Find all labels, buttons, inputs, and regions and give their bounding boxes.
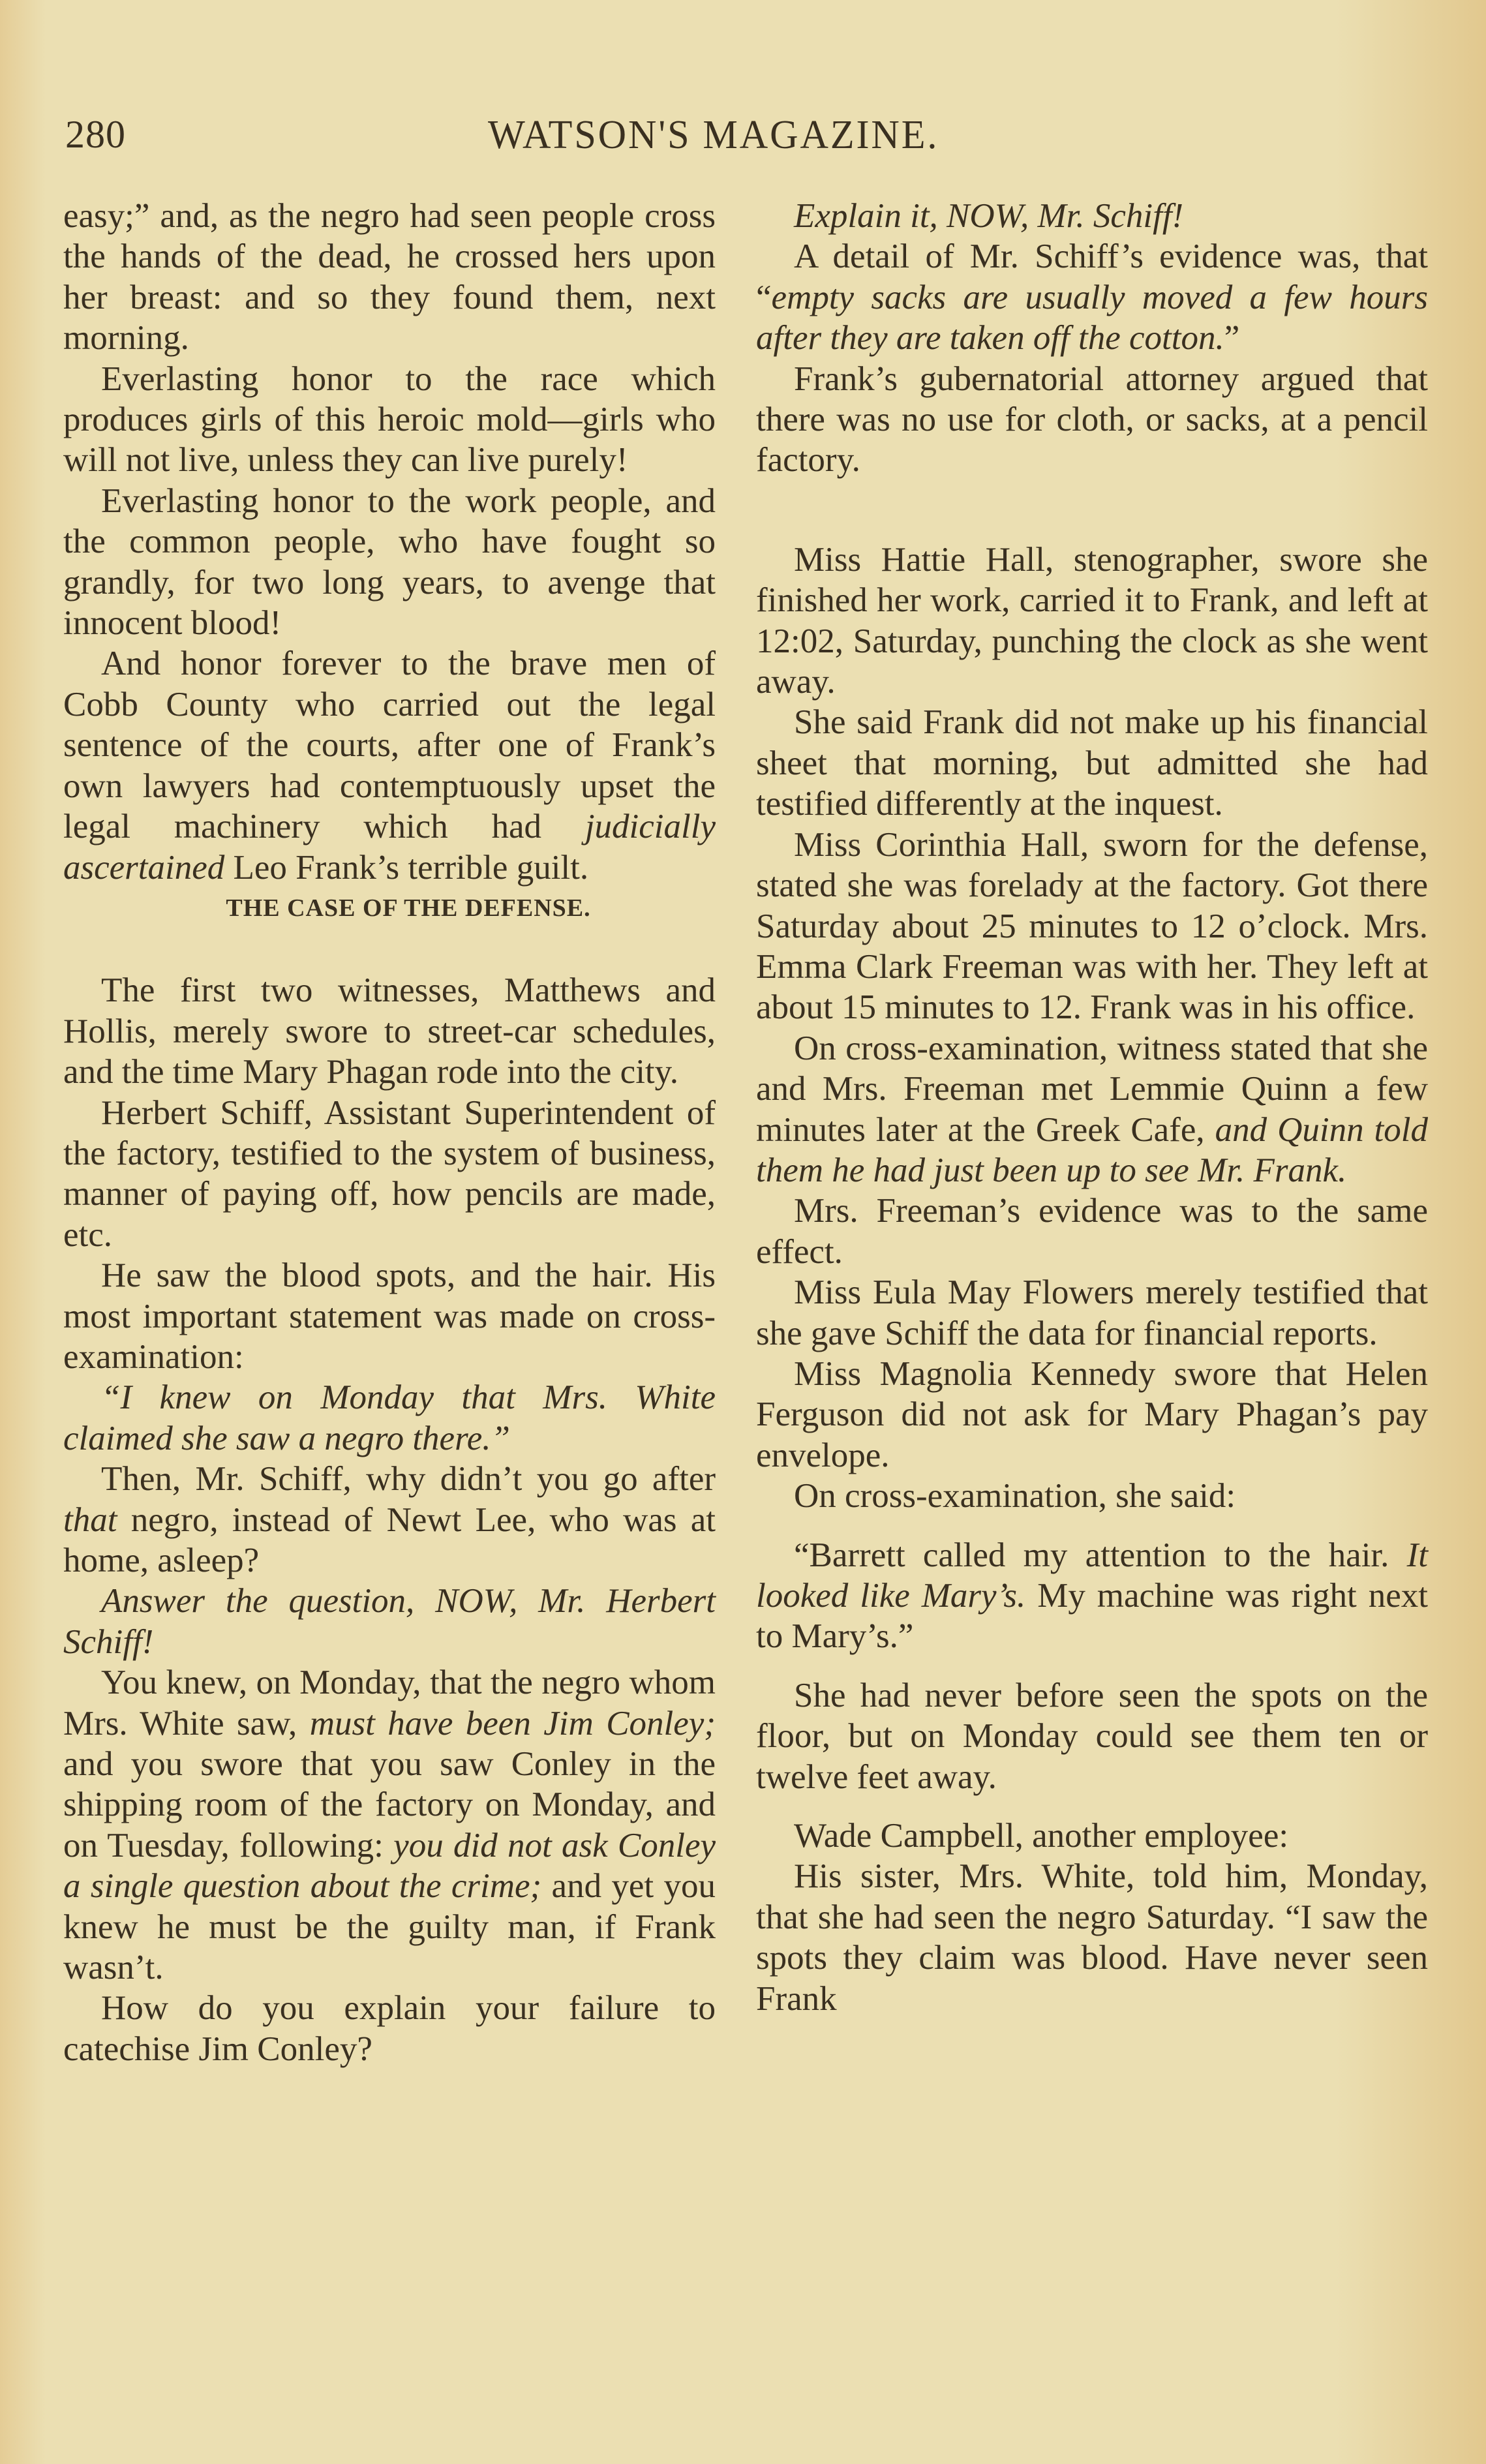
paragraph: Wade Campbell, another employee: (794, 1817, 1289, 1855)
emphasis: and Quinn told them he had just been up to see Mr. Frank. (756, 1110, 1428, 1189)
paragraph: Everlasting honor to the work people, and the common people, who have fought so grandly, for two long years, to avenge that innocent blood! (63, 481, 716, 643)
running-head: WATSON'S MAGAZINE. (488, 113, 939, 157)
emphasis: “I knew on Monday that Mrs. White claimed she saw a negro there.” (63, 1378, 716, 1457)
paragraph: easy;” and, as the negro had seen people cross the hands of the dead, he crossed hers upon her breast: and so they found them, next morning. (63, 197, 716, 357)
paragraph: On cross-examination, she said: (794, 1477, 1236, 1515)
paragraph: Frank’s gubernatorial attorney argued that there was no use for cloth, or sacks, at a pencil factory. (756, 359, 1428, 479)
emphasis: judicially ascertained (63, 808, 716, 887)
paragraph: How do you explain your failure to catechise Jim Conley? (63, 1989, 716, 2068)
paragraph: Miss Hattie Hall, stenographer, swore she finished her work, carried it to Frank, and left at 12:02, Saturday, punching the clock as she went away. (756, 540, 1428, 701)
emphasis: Answer the question, NOW, Mr. Herbert Schiff! (63, 1582, 716, 1661)
text-run: A detail of Mr. Schiff’s evidence was, that “ (756, 237, 1428, 316)
paragraph (63, 1581, 716, 1662)
text-run: negro, instead of Newt Lee, who was at home, asleep? (63, 1500, 716, 1579)
text-run: On cross-examination, witness stated that she and Mrs. Freeman met Lemmie Quinn a few minutes later at the Greek Cafe, (756, 1029, 1428, 1149)
emphasis: empty sacks are usually moved a few hours after they are taken off the cotton. (756, 278, 1428, 357)
paragraph (63, 643, 716, 887)
emphasis: must have been Jim Conley; (309, 1704, 716, 1742)
text-run: and yet you knew he must be the guilty man, if Frank wasn’t. (63, 1867, 716, 1987)
emphasis: you did not ask Conley a single question about the crime; (63, 1826, 716, 1906)
paragraph: Everlasting honor to the race which produces girls of this heroic mold—girls who will not live, unless they can live purely! (63, 359, 716, 479)
text-run: ” (1224, 319, 1240, 357)
paragraph: Herbert Schiff, Assistant Superintendent of the factory, testified to the system of business, manner of paying off, how pencils are made, etc. (63, 1093, 716, 1254)
paragraph: Mrs. Freeman’s evidence was to the same effect. (756, 1192, 1428, 1271)
emphasis: that (63, 1500, 117, 1539)
quotation (63, 1377, 716, 1459)
text-run: You knew, on Monday, that the negro whom Mrs. White saw, (63, 1664, 716, 1742)
paragraph: The first two witnesses, Matthews and Hollis, merely swore to street-car schedules, and the time Mary Phagan rode into the city. (63, 971, 716, 1091)
text-run: My machine was right next to Mary’s.” (756, 1577, 1429, 1656)
page-number: 280 (65, 113, 126, 156)
text-run: Leo Frank’s terrible guilt. (224, 848, 589, 887)
right-column (756, 196, 1428, 2019)
paragraph: Miss Corinthia Hall, sworn for the defense, stated she was forelady at the factory. Got there Saturday about 25 minutes to 12 o’clock. Mrs. Emma Clark Freeman was with her. They left at about 15 minutes to 12. Frank was in his office. (756, 825, 1428, 1027)
text-run: “Barrett called my attention to the hair. (794, 1536, 1407, 1574)
text-run: and you swore that you saw Conley in the shipping room of the factory on Monday, and on Tuesday, following: (63, 1745, 716, 1864)
paragraph: She had never before seen the spots on the floor, but on Monday could see them ten or twelve feet away. (756, 1676, 1428, 1796)
paragraph: His sister, Mrs. White, told him, Monday, that she had seen the negro Saturday. “I saw the spots they claim was blood. Have never seen Frank (756, 1857, 1428, 2018)
quotation (756, 1535, 1428, 1657)
emphasis: Explain it, NOW, Mr. Schiff! (794, 197, 1184, 235)
paragraph: Miss Eula May Flowers merely testified that she gave Schiff the data for financial reports. (756, 1273, 1428, 1352)
page-header (65, 112, 1382, 164)
emphasis: It looked like Mary’s. (756, 1536, 1428, 1615)
left-column (63, 196, 716, 2069)
text-run: And honor forever to the brave men of Cobb County who carried out the legal sentence of the courts, after one of Frank’s own lawyers had contemptuously upset the legal machinery which had (63, 645, 716, 846)
paragraph: She said Frank did not make up his financial sheet that morning, but admitted she had testified differently at the inquest. (756, 703, 1428, 823)
paragraph (756, 1028, 1428, 1191)
paragraph: He saw the blood spots, and the hair. His most important statement was made on cross-examination: (63, 1256, 716, 1376)
paragraph: Miss Magnolia Kennedy swore that Helen Ferguson did not ask for Mary Phagan’s pay envelope. (756, 1354, 1428, 1474)
section-heading: THE CASE OF THE DEFENSE. (226, 894, 591, 922)
text-run: Then, Mr. Schiff, why didn’t you go after (101, 1460, 716, 1498)
paragraph (63, 1459, 716, 1581)
paragraph (756, 236, 1428, 358)
paragraph (63, 1662, 716, 1988)
paragraph (756, 196, 1428, 236)
